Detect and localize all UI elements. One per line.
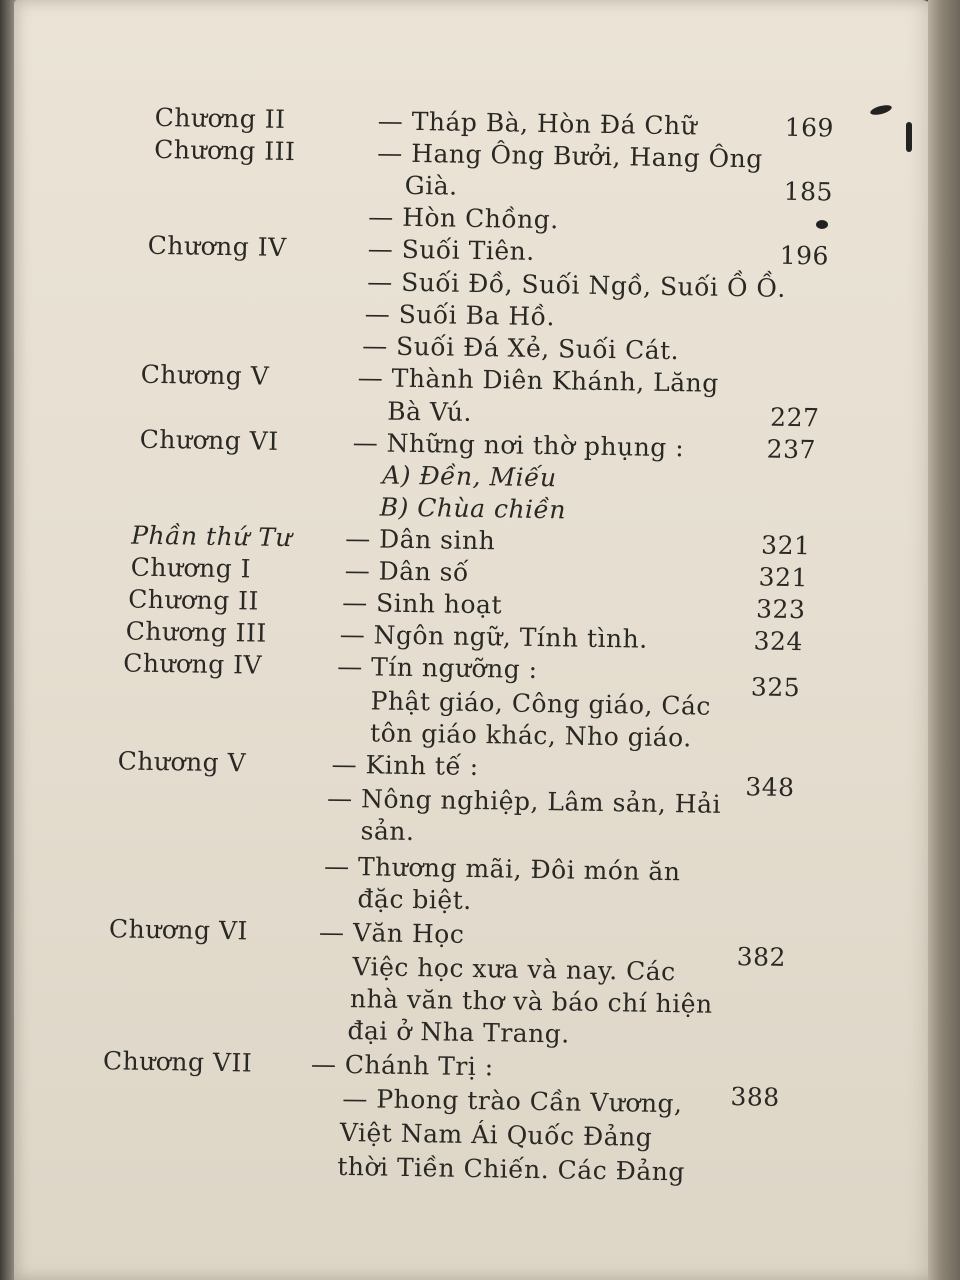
page-number: 388 — [730, 1082, 780, 1112]
page-number: 325 — [750, 672, 801, 703]
ink-dot-mark — [816, 220, 828, 229]
page-number: 323 — [755, 594, 806, 625]
part-label: Phần thứ Tư — [131, 520, 293, 553]
page-number: 227 — [769, 402, 820, 433]
entry-title: — Tháp Bà, Hòn Đá Chữ — [377, 106, 698, 141]
entry-title-cont: Việc học xưa và nay. Các — [352, 952, 676, 987]
entry-title: — Suối Đồ, Suối Ngồ, Suối Ồ Ồ. — [367, 267, 787, 303]
page-number: 382 — [736, 942, 787, 972]
entry-title-cont: Việt Nam Ái Quốc Đảng — [339, 1117, 653, 1152]
page-number: 237 — [766, 434, 817, 465]
page-number: 321 — [758, 562, 809, 593]
entry-title: — Chánh Trị : — [310, 1049, 494, 1082]
entry-title-cont: nhà văn thơ và báo chí hiện — [349, 984, 713, 1019]
chapter-label: Chương IV — [123, 648, 263, 680]
chapter-label: Chương V — [117, 746, 247, 778]
entry-title-cont: Phật giáo, Công giáo, Các — [370, 686, 712, 721]
entry-subitem: A) Đền, Miếu — [381, 460, 557, 493]
entry-title-cont: đại ở Nha Trang. — [347, 1016, 570, 1049]
page-number: 196 — [779, 240, 830, 271]
entry-title: — Hang Ông Bưởi, Hang Ông — [377, 138, 763, 174]
chapter-label: Chương II — [128, 584, 260, 616]
entry-title: — Thành Diên Khánh, Lăng — [357, 363, 719, 398]
chapter-label: Chương III — [154, 134, 296, 167]
entry-title-cont: Già. — [404, 170, 458, 201]
page-number: 169 — [784, 112, 835, 143]
entry-title: — Hòn Chồng. — [368, 202, 559, 235]
chapter-label: Chương VI — [108, 914, 249, 946]
page-number: 324 — [753, 626, 804, 657]
chapter-label: Chương VII — [102, 1046, 253, 1078]
entry-subitem: B) Chùa chiền — [379, 492, 567, 525]
entry-title: — Nông nghiệp, Lâm sản, Hải — [326, 783, 722, 819]
chapter-label: Chương I — [130, 552, 252, 584]
entry-title: — Văn Học — [318, 917, 465, 949]
chapter-label: Chương IV — [147, 230, 287, 262]
entry-title: — Suối Ba Hồ. — [364, 299, 556, 332]
entry-title: — Dân sinh — [344, 523, 496, 556]
page-number: 185 — [783, 176, 834, 207]
page-number: 321 — [760, 530, 811, 561]
chapter-label: Chương II — [154, 102, 286, 134]
entry-title: — Tín ngưỡng : — [336, 651, 538, 684]
entry-title: — Dân số — [344, 555, 470, 587]
chapter-label: Chương VI — [139, 424, 279, 456]
entry-title-cont: tôn giáo khác, Nho giáo. — [369, 718, 692, 753]
chapter-label: Chương V — [140, 359, 270, 391]
entry-title: — Những nơi thờ phụng : — [352, 428, 685, 463]
entry-title-cont: thời Tiền Chiến. Các Đảng — [337, 1151, 686, 1187]
ink-smudge-mark — [906, 122, 912, 152]
entry-title-cont: Bà Vú. — [387, 396, 473, 427]
entry-title: — Ngôn ngữ, Tính tình. — [339, 619, 648, 654]
entry-title: — Sinh hoạt — [341, 587, 503, 620]
entry-title-cont: sản. — [360, 816, 415, 847]
page-number: 348 — [745, 772, 795, 803]
entry-title: — Suối Đá Xẻ, Suối Cát. — [362, 331, 680, 366]
chapter-label: Chương III — [125, 616, 268, 648]
entry-title: — Thương mãi, Đôi món ăn — [323, 851, 681, 887]
table-of-contents — [0, 100, 960, 1255]
entry-title: — Suối Tiên. — [367, 234, 535, 266]
entry-title: — Kinh tế : — [331, 749, 479, 782]
entry-title-cont: đặc biệt. — [357, 884, 472, 915]
entry-title: — Phong trào Cần Vương, — [342, 1083, 683, 1119]
